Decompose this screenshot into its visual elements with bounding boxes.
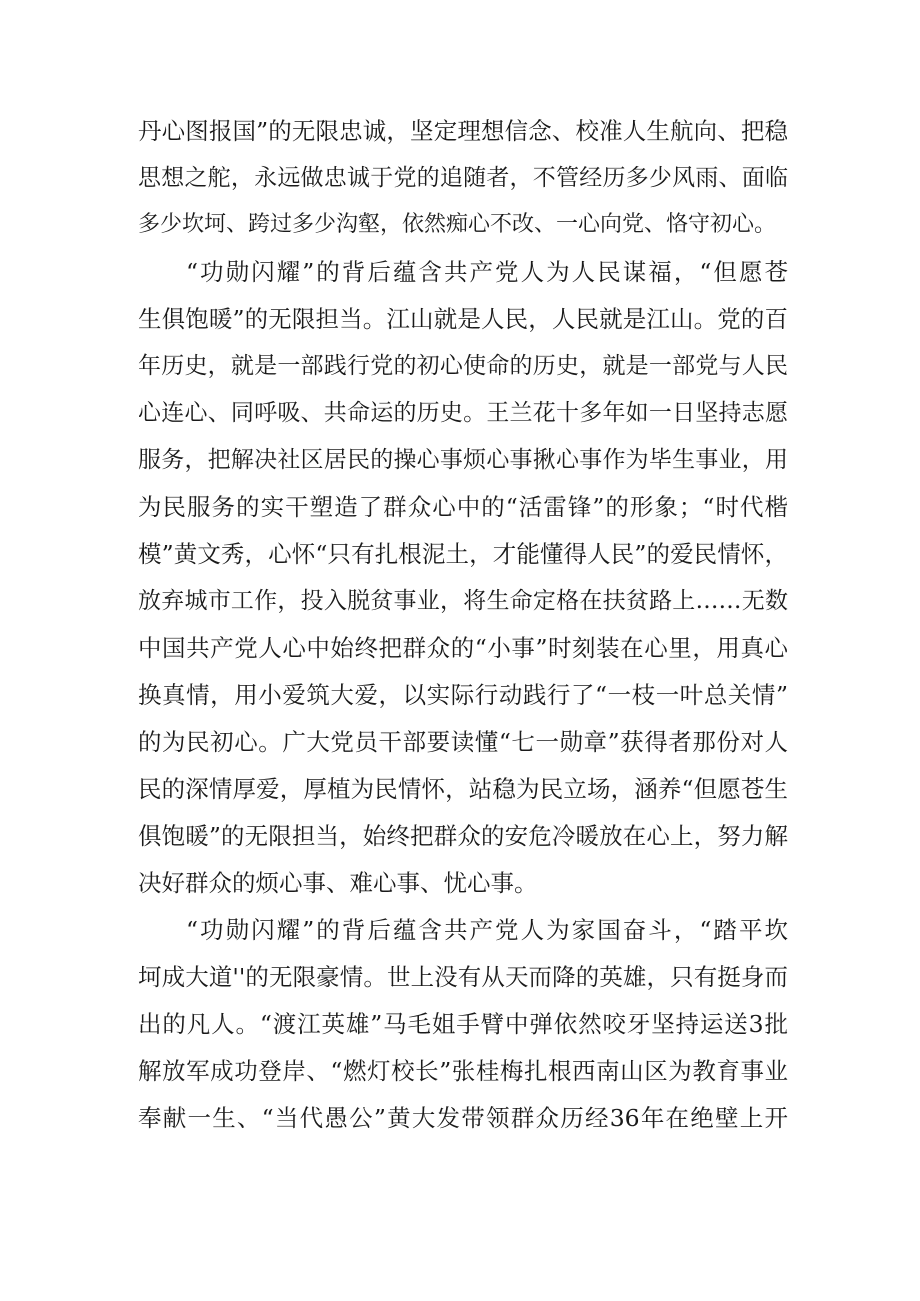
paragraph-2-line-6: 为民服务的实干塑造了群众心中的“活雷锋”的形象；“时代楷 <box>138 493 788 521</box>
paragraph-2-line-10: 换真情，用小爱筑大爱，以实际行动践行了“一枝一叶总关情” <box>138 681 788 709</box>
paragraph-2-line-12: 民的深情厚爱，厚植为民情怀，站稳为民立场，涵养“但愿苍生 <box>138 775 788 803</box>
paragraph-2-line-13: 俱饱暖”的无限担当，始终把群众的安危冷暖放在心上，努力解 <box>138 822 788 850</box>
paragraph-3-line-1: “功勋闪耀”的背后蕴含共产党人为家国奋斗，“踏平坎 <box>186 916 788 944</box>
paragraph-2-line-8: 放弃城市工作，投入脱贫事业，将生命定格在扶贫路上……无数 <box>138 588 788 614</box>
paragraph-1-line-2: 思想之舵，永远做忠诚于党的追随者，不管经历多少风雨、面临 <box>138 165 788 191</box>
paragraph-3-line-3: 出的凡人。“渡江英雄”马毛姐手臂中弹依然咬牙坚持运送3批 <box>138 1010 788 1038</box>
paragraph-2-line-7: 模”黄文秀，心怀“只有扎根泥土，才能懂得人民”的爱民情怀， <box>138 540 788 568</box>
paragraph-3-line-4: 解放军成功登岸、“燃灯校长”张桂梅扎根西南山区为教育事业 <box>138 1057 788 1085</box>
paragraph-2-line-2: 生俱饱暖”的无限担当。江山就是人民，人民就是江山。党的百 <box>138 305 788 333</box>
paragraph-1-line-3: 多少坎坷、跨过多少沟壑，依然痴心不改、一心向党、恪守初心。 <box>138 212 777 237</box>
paragraph-2-line-11: 的为民初心。广大党员干部要读懂“七一勋章”获得者那份对人 <box>138 728 788 756</box>
paragraph-2-line-14: 决好群众的烦心事、难心事、忧心事。 <box>138 869 538 897</box>
paragraph-3-line-5: 奉献一生、“当代愚公”黄大发带领群众历经36年在绝壁上开 <box>138 1104 788 1132</box>
paragraph-2-line-1: “功勋闪耀”的背后蕴含共产党人为人民谋福，“但愿苍 <box>186 258 788 286</box>
paragraph-2-line-9: 中国共产党人心中始终把群众的“小事”时刻装在心里，用真心 <box>138 634 788 662</box>
paragraph-2-line-5: 服务，把解决社区居民的操心事烦心事揪心事作为毕生事业，用 <box>138 447 788 473</box>
paragraph-3-line-2: 坷成大道''的无限豪情。世上没有从天而降的英雄，只有挺身而 <box>138 963 788 991</box>
paragraph-1-line-1: 丹心图报国”的无限忠诚，坚定理想信念、校准人生航向、把稳 <box>138 117 788 145</box>
paragraph-2-line-3: 年历史，就是一部践行党的初心使命的历史，就是一部党与人民 <box>138 353 788 379</box>
paragraph-2-line-4: 心连心、同呼吸、共命运的历史。王兰花十多年如一日坚持志愿 <box>138 400 788 426</box>
